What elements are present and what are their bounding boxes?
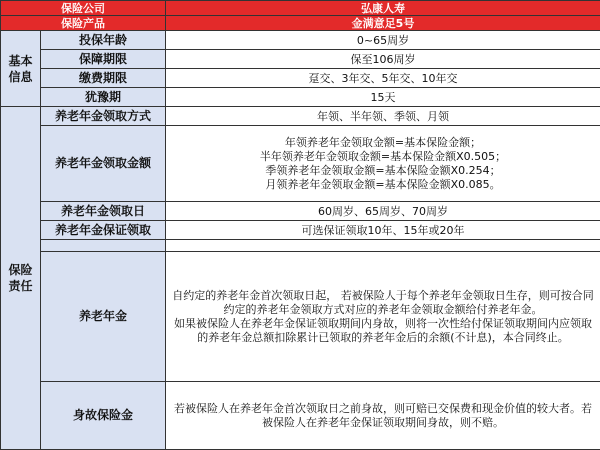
cooling-off-row [1, 88, 600, 107]
claim-amount-value [166, 126, 600, 202]
annuity-row [1, 252, 600, 382]
spacer-value [166, 240, 600, 252]
product-value: 金满意足5号 [166, 16, 600, 31]
claim-amount-line: 半年领养老年金领取金额=基本保险金额X0.505； [259, 149, 507, 163]
coverage-period-label: 保障期限 [41, 50, 166, 69]
claim-method-label: 养老年金领取方式 [41, 107, 166, 126]
entry-age-row [1, 31, 600, 50]
entry-age-label: 投保年龄 [41, 31, 166, 50]
death-benefit-row [1, 382, 600, 450]
payment-period-value: 趸交、3年交、5年交、10年交 [166, 69, 600, 88]
company-row [1, 1, 600, 16]
coverage-period-row [1, 50, 600, 69]
payment-period-label: 缴费期限 [41, 69, 166, 88]
death-benefit-label: 身故保险金 [41, 382, 166, 450]
company-value: 弘康人寿 [166, 1, 600, 16]
entry-age-value: 0~65周岁 [166, 31, 600, 50]
basic-info-group-label: 基本信息 [1, 31, 41, 107]
spacer-label [41, 240, 166, 252]
annuity-paragraph: 自约定的养老年金首次领取日起， 若被保险人于每个养老年金领取日生存，则可按合同约定的养老年金领取方式对应的养老年金领取金额给付养老年金。 [172, 288, 594, 316]
product-row [1, 16, 600, 31]
claim-method-row [1, 107, 600, 126]
coverage-period-value: 保至106周岁 [166, 50, 600, 69]
annuity-value [166, 252, 600, 382]
death-benefit-value: 若被保险人在养老年金首次领取日之前身故，则可赔已交保费和现金价值的较大者。若被保险人在养老年金保证领取期间身故，则不赔。 [166, 382, 600, 450]
guarantee-row [1, 221, 600, 240]
company-label: 保险公司 [1, 1, 166, 16]
claim-method-value: 年领、半年领、季领、月领 [166, 107, 600, 126]
payment-period-row [1, 69, 600, 88]
claim-amount-line: 年领养老年金领取金额=基本保险金额； [284, 135, 482, 149]
claim-amount-line: 月领养老年金领取金额=基本保险金额X0.085。 [265, 177, 501, 191]
product-label: 保险产品 [1, 16, 166, 31]
claim-amount-row [1, 126, 600, 202]
cooling-off-value: 15天 [166, 88, 600, 107]
spacer-row [1, 240, 600, 252]
annuity-paragraph: 如果被保险人在养老年金保证领取期间内身故，则将一次性给付保证领取期间内应领取的养老年金总额扣除累计已领取的养老年金后的余额(不计息)，本合同终止。 [174, 316, 592, 344]
annuity-label: 养老年金 [41, 252, 166, 382]
claim-amount-label: 养老年金领取金额 [41, 126, 166, 202]
duty-group-label: 保险责任 [1, 107, 41, 450]
claim-amount-line: 季领养老年金领取金额=基本保险金额X0.254； [265, 163, 501, 177]
claim-day-value: 60周岁、65周岁、70周岁 [166, 202, 600, 221]
claim-day-label: 养老年金领取日 [41, 202, 166, 221]
claim-day-row [1, 202, 600, 221]
cooling-off-label: 犹豫期 [41, 88, 166, 107]
guarantee-value: 可选保证领取10年、15年或20年 [166, 221, 600, 240]
guarantee-label: 养老年金保证领取 [41, 221, 166, 240]
